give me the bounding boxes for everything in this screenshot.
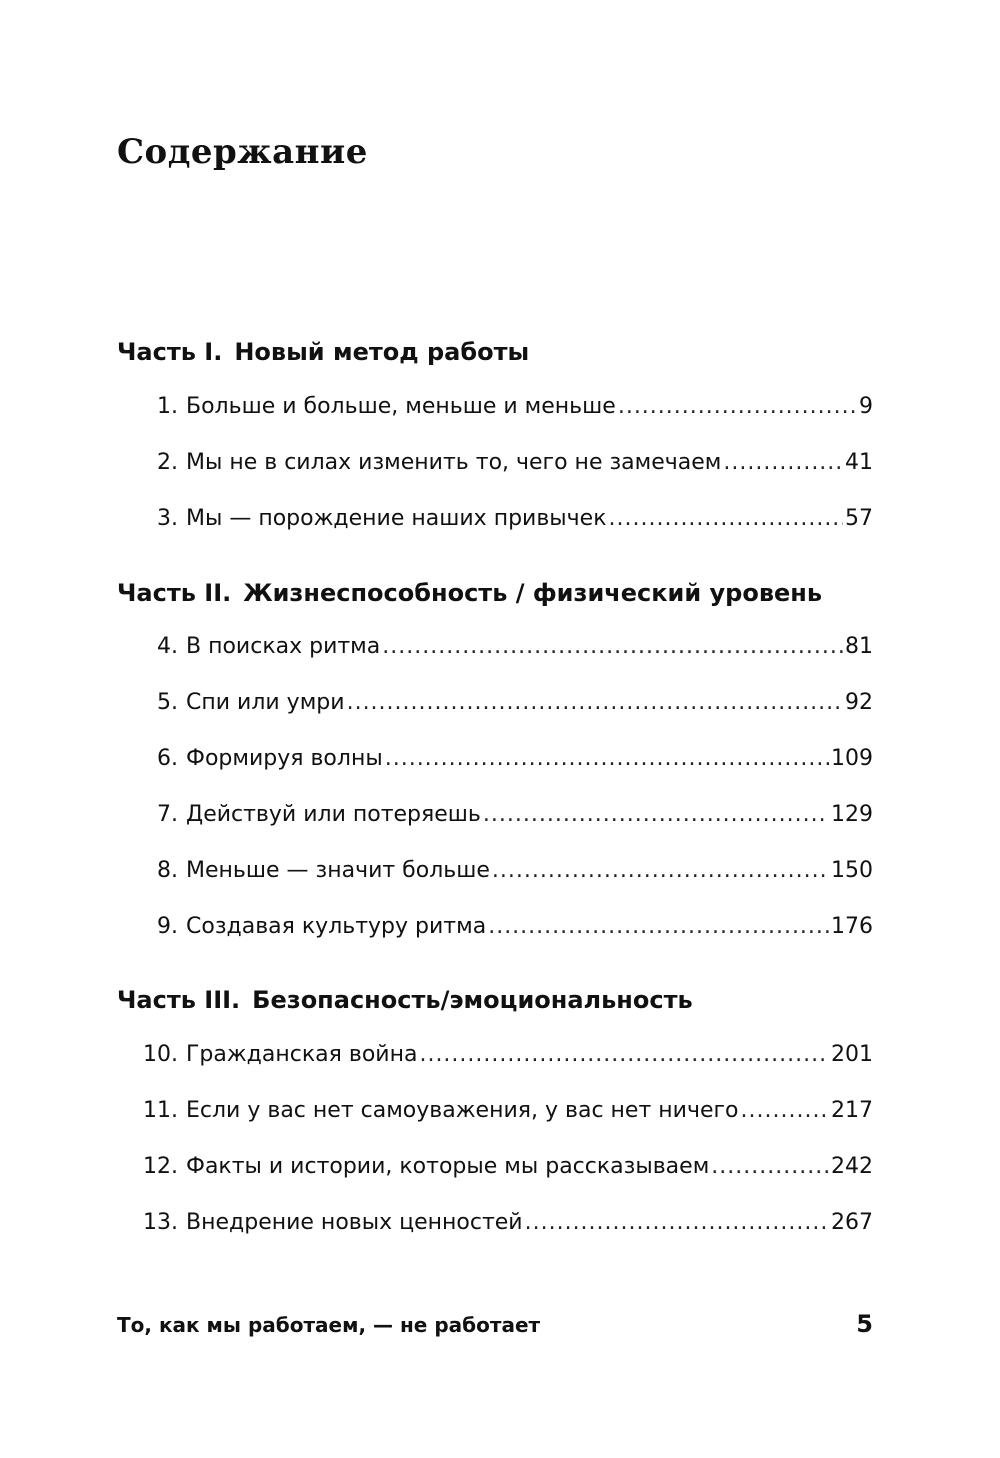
dot-leader <box>382 634 843 659</box>
dot-leader <box>609 506 844 531</box>
chapter-page: 176 <box>831 914 873 939</box>
chapter-page: 129 <box>831 802 873 827</box>
chapter-title: Спи или умри <box>186 690 345 715</box>
chapter-page: 41 <box>845 450 873 475</box>
toc-entry[interactable] <box>140 1042 873 1074</box>
chapter-page: 81 <box>845 634 873 659</box>
chapter-title: Гражданская война <box>186 1042 418 1067</box>
toc-entry[interactable] <box>140 914 873 946</box>
toc-entry[interactable] <box>140 506 873 538</box>
part-number: Часть III. <box>117 986 241 1014</box>
part-heading-1 <box>117 338 529 366</box>
dot-leader <box>723 450 843 475</box>
chapter-number: 7. <box>157 802 178 827</box>
chapter-title: Формируя волны <box>186 746 383 771</box>
dot-leader <box>347 690 843 715</box>
dot-leader <box>492 858 829 883</box>
chapter-page: 217 <box>831 1098 873 1123</box>
dot-leader <box>419 1042 829 1067</box>
part-number: Часть II. <box>117 579 232 607</box>
dot-leader <box>483 802 829 827</box>
dot-leader <box>525 1210 829 1235</box>
dot-leader <box>711 1154 829 1179</box>
chapter-title: Мы — порождение наших привычек <box>186 506 607 531</box>
part-title: Новый метод работы <box>234 338 530 366</box>
dot-leader <box>618 394 857 419</box>
chapter-page: 150 <box>831 858 873 883</box>
chapter-title: Если у вас нет самоуважения, у вас нет ничего <box>186 1098 739 1123</box>
dot-leader <box>741 1098 830 1123</box>
part-number: Часть I. <box>117 338 223 366</box>
chapter-number: 9. <box>157 914 178 939</box>
chapter-number: 6. <box>157 746 178 771</box>
toc-entry[interactable] <box>140 394 873 426</box>
chapter-title: Мы не в силах изменить то, чего не замечаем <box>186 450 722 475</box>
page-number: 5 <box>856 1310 873 1338</box>
chapter-page: 201 <box>831 1042 873 1067</box>
toc-entry[interactable] <box>140 634 873 666</box>
dot-leader <box>488 914 829 939</box>
toc-entry[interactable] <box>140 858 873 890</box>
chapter-page: 242 <box>831 1154 873 1179</box>
part-title: Безопасность/эмоциональность <box>252 986 693 1014</box>
chapter-title: Действуй или потеряешь <box>186 802 481 827</box>
chapter-page: 267 <box>831 1210 873 1235</box>
toc-entry[interactable] <box>140 802 873 834</box>
chapter-title: Создавая культуру ритма <box>186 914 487 939</box>
chapter-number: 10. <box>143 1042 178 1067</box>
chapter-title: Меньше — значит больше <box>186 858 490 883</box>
page-title: Содержание <box>117 132 368 172</box>
toc-entry[interactable] <box>140 746 873 778</box>
chapter-page: 92 <box>845 690 873 715</box>
toc-entry[interactable] <box>140 1154 873 1186</box>
chapter-title: В поисках ритма <box>186 634 381 659</box>
toc-entry[interactable] <box>140 1098 873 1130</box>
running-footer-title: То, как мы работаем, — не работает <box>117 1313 541 1337</box>
chapter-number: 3. <box>157 506 178 531</box>
part-heading-3 <box>117 986 693 1014</box>
chapter-number: 8. <box>157 858 178 883</box>
chapter-title: Внедрение новых ценностей <box>186 1210 523 1235</box>
chapter-number: 11. <box>143 1098 178 1123</box>
part-heading-2 <box>117 579 822 607</box>
chapter-page: 9 <box>859 394 873 419</box>
toc-entry[interactable] <box>140 690 873 722</box>
toc-entry[interactable] <box>140 1210 873 1242</box>
chapter-page: 109 <box>831 746 873 771</box>
part-title: Жизнеспособность / физический уровень <box>243 579 823 607</box>
chapter-number: 1. <box>157 394 178 419</box>
dot-leader <box>385 746 829 771</box>
chapter-title: Факты и истории, которые мы рассказываем <box>186 1154 710 1179</box>
chapter-number: 4. <box>157 634 178 659</box>
toc-entry[interactable] <box>140 450 873 482</box>
chapter-number: 2. <box>157 450 178 475</box>
chapter-number: 5. <box>157 690 178 715</box>
chapter-number: 13. <box>143 1210 178 1235</box>
chapter-number: 12. <box>143 1154 178 1179</box>
chapter-title: Больше и больше, меньше и меньше <box>186 394 616 419</box>
chapter-page: 57 <box>845 506 873 531</box>
